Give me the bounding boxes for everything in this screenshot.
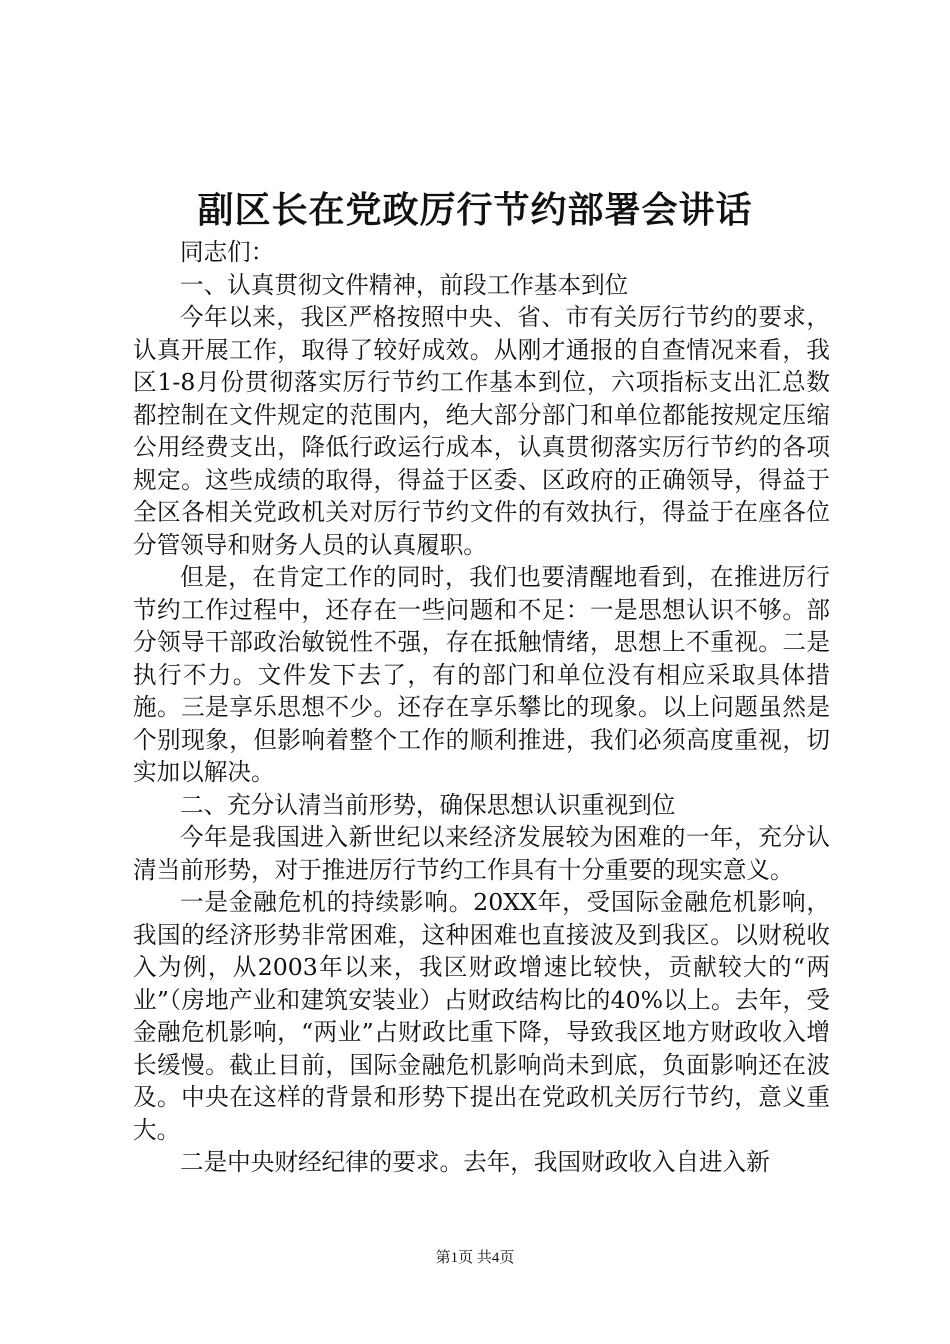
document-title: 副区长在党政厉行节约部署会讲话 [197,189,753,231]
document-body [133,236,830,1179]
paragraph: 二是中央财经纪律的要求。去年，我国财政收入自进入新 [180,1148,770,1176]
paragraph: 今年以来，我区严格按照中央、省、市有关厉行节约的要求，认真开展工作，取得了较好成效。从刚才通报的自查情况来看，我区1-8月份贯彻落实厉行节约工作基本到位，六项指标支出汇总数都控制在文件规定的范围内，绝大部分部门和单位都能按规定压缩公用经费支出，降低行政运行成本，认真贯彻落实厉行节约的各项规定。这些成绩的取得，得益于区委、区政府的正确领导，得益于全区各相关党政机关对厉行节约文件的有效执行，得益于在座各位分管领导和财务人员的认真履职。 [133,303,830,559]
paragraph: 今年是我国进入新世纪以来经济发展较为困难的一年，充分认清当前形势，对于推进厉行节约工作具有十分重要的现实意义。 [133,823,830,884]
paragraph: 一是金融危机的持续影响。20XX年，受国际金融危机影响，我国的经济形势非常困难，这种困难也直接波及到我区。以财税收入为例，从2003年以来，我区财政增速比较快，贡献较大的“两业”（房地产业和建筑安装业）占财政结构比的40%以上。去年，受金融危机影响，“两业”占财政比重下降，导致我区地方财政收入增长缓慢。截止目前，国际金融危机影响尚未到底，负面影响还在波及。中央在这样的背景和形势下提出在党政机关厉行节约，意义重大。 [133,888,830,1144]
page-footer: 第1页 共4页 [435,1250,515,1266]
paragraph-salutation: 同志们： [180,238,275,266]
section-heading-2: 二、充分认清当前形势，确保思想认识重视到位 [180,790,676,819]
paragraph: 但是，在肯定工作的同时，我们也要清醒地看到，在推进厉行节约工作过程中，还存在一些问题和不足：一是思想认识不够。部分领导干部政治敏锐性不强，存在抵触情绪，思想上不重视。二是执行不力。文件发下去了，有的部门和单位没有相应采取具体措施。三是享乐思想不少。还存在享乐攀比的现象。以上问题虽然是个别现象，但影响着整个工作的顺利推进，我们必须高度重视，切实加以解决。 [133,563,830,786]
section-heading-1: 一、认真贯彻文件精神，前段工作基本到位 [180,270,629,299]
